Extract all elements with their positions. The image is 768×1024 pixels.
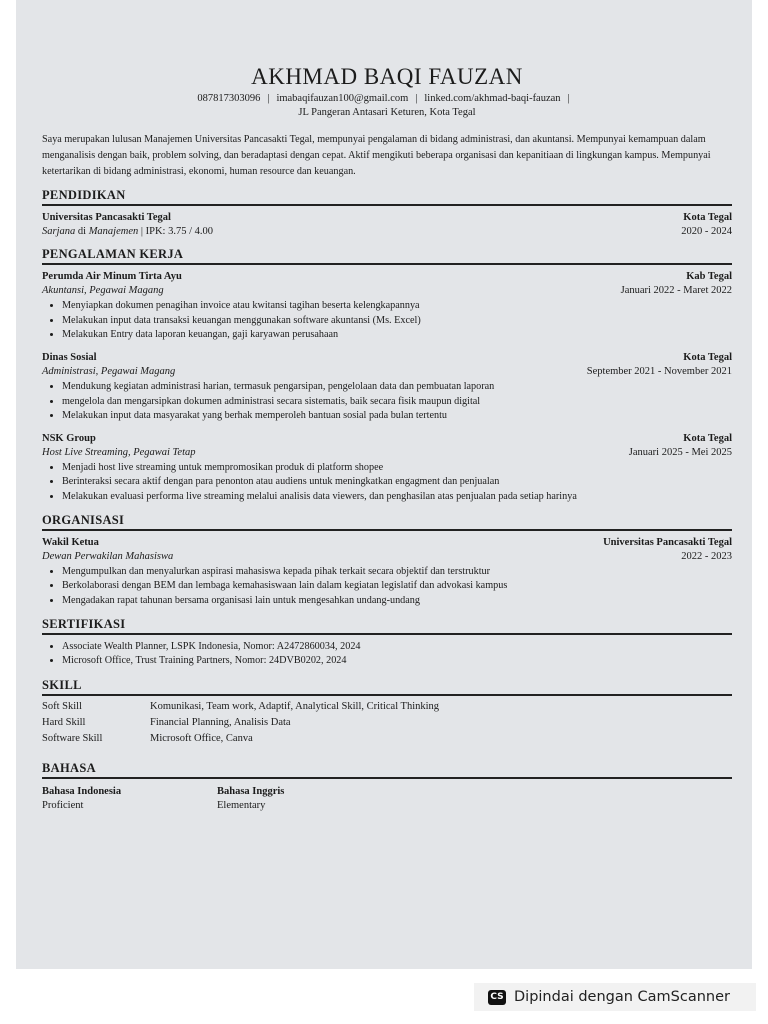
job-role: Administrasi, Pegawai Magang — [42, 365, 176, 377]
list-item: • mengelola dan mengarsipkan dokumen administrasi secara sistematis, baik secara fisik maupun digital — [62, 395, 732, 409]
skill-label: Software Skill — [42, 732, 103, 744]
linkedin-link[interactable]: linked.com/akhmad-baqi-fauzan — [424, 93, 561, 104]
section-title: SKILL — [42, 678, 732, 696]
certification-section — [42, 617, 732, 669]
separator: | — [567, 93, 570, 104]
company-location: Kota Tegal — [683, 433, 732, 445]
separator: | — [267, 93, 270, 104]
bullet-list — [42, 640, 732, 669]
resume-document — [42, 62, 732, 813]
list-item: • Mengumpulkan dan menyalurkan aspirasi mahasiswa kepada pihak terkait secara objektif dan terstruktur — [62, 565, 732, 579]
org-role: Wakil Ketua — [42, 537, 99, 549]
job-role: Host Live Streaming, Pegawai Tetap — [42, 446, 196, 458]
job-period: Januari 2025 - Mei 2025 — [628, 446, 732, 458]
list-item: • Melakukan input data transaksi keuangan menggunakan software akuntansi (Ms. Excel) — [62, 314, 732, 328]
section-title: SERTIFIKASI — [42, 617, 732, 635]
skill-value: Komunikasi, Team work, Adaptif, Analytical Skill, Critical Thinking — [150, 700, 440, 712]
skill-value: Microsoft Office, Canva — [150, 732, 253, 744]
scanned-paper — [16, 0, 752, 969]
school-location: Kota Tegal — [683, 212, 732, 224]
address: JL Pangeran Antasari Keturen, Kota Tegal — [298, 107, 476, 118]
language-item — [217, 785, 392, 813]
experience-entry — [42, 432, 732, 504]
skill-row — [42, 715, 732, 731]
skills-table — [42, 699, 732, 747]
summary-paragraph: Saya merupakan lulusan Manajemen Universitas Pancasakti Tegal, mempunyai pengalaman di bidang administrasi, dan akuntansi. Mempunyai kemampuan dalam menganalisis dengan baik, problem solving, dan beradaptasi dengan cepat. Aktif mengikuti beberapa organisasi dan kepanitiaan di lingkungan kampus. Mempunyai ketertarikan di bidang administrasi, ekonomi, human resource dan keuangan. — [42, 134, 711, 177]
list-item: • Microsoft Office, Trust Training Partners, Nomor: 24DVB0202, 2024 — [62, 654, 732, 668]
section-title: BAHASA — [42, 761, 732, 779]
major: Manajemen — [88, 225, 139, 237]
language-name: Bahasa Inggris — [217, 785, 285, 797]
experience-entry — [42, 351, 732, 423]
company-location: Kota Tegal — [683, 352, 732, 364]
list-item: • Associate Wealth Planner, LSPK Indonesia, Nomor: A2472860034, 2024 — [62, 640, 732, 654]
section-title: ORGANISASI — [42, 513, 732, 531]
contact-line — [42, 92, 732, 106]
skill-label: Soft Skill — [42, 700, 82, 712]
watermark-text: Dipindai dengan CamScanner — [514, 989, 731, 1005]
camscanner-logo-icon: CS — [488, 990, 506, 1005]
list-item: • Mendukung kegiatan administrasi harian, termasuk pengarsipan, pengelolaan data dan pembuatan laporan — [62, 380, 732, 394]
resume-name: AKHMAD BAQI FAUZAN — [251, 64, 523, 89]
email-link[interactable]: imabaqifauzan100@gmail.com — [276, 93, 409, 104]
organization-section — [42, 513, 732, 608]
degree-di: di — [77, 225, 87, 237]
company-name: NSK Group — [42, 433, 96, 445]
list-item: • Menyiapkan dokumen penagihan invoice atau kwitansi tagihan beserta kelengkapannya — [62, 299, 732, 313]
list-item: • Menjadi host live streaming untuk mempromosikan produk di platform shopee — [62, 461, 732, 475]
skill-row — [42, 699, 732, 715]
list-item: • Melakukan Entry data laporan keuangan, gaji karyawan perusahaan — [62, 328, 732, 342]
job-role: Akuntansi, Pegawai Magang — [42, 284, 164, 296]
skill-label: Hard Skill — [42, 716, 86, 728]
job-period: Januari 2022 - Maret 2022 — [620, 284, 732, 296]
school-name: Universitas Pancasakti Tegal — [42, 212, 171, 224]
company-location: Kab Tegal — [686, 271, 732, 283]
experience-entry — [42, 270, 732, 342]
phone-number: 087817303096 — [197, 93, 261, 104]
education-entry — [42, 211, 732, 238]
company-name: Dinas Sosial — [42, 352, 97, 364]
languages-section — [42, 761, 732, 813]
bullet-list — [42, 565, 732, 608]
list-item: • Berkolaborasi dengan BEM dan lembaga kemahasiswaan lain dalam kegiatan legislatif dan advokasi kampus — [62, 579, 732, 593]
bullet-list — [42, 380, 732, 423]
section-title: PENGALAMAN KERJA — [42, 247, 732, 265]
job-period: September 2021 - November 2021 — [586, 365, 732, 377]
language-level: Proficient — [42, 799, 84, 811]
list-item: • Melakukan evaluasi performa live streaming melalui analisis data viewers, dan penghasilan atas penjualan pada setiap harinya — [62, 490, 732, 504]
languages-list — [42, 785, 732, 813]
org-period: 2022 - 2023 — [681, 550, 732, 562]
bullet-list — [42, 461, 732, 504]
degree-line — [42, 225, 213, 239]
language-level: Elementary — [217, 799, 266, 811]
camscanner-watermark — [474, 983, 756, 1011]
list-item: • Melakukan input data masyarakat yang berhak memperoleh bantuan sosial pada bulan tertentu — [62, 409, 732, 423]
list-item: • Mengadakan rapat tahunan bersama organisasi lain untuk mengesahkan undang-undang — [62, 594, 732, 608]
skill-row — [42, 731, 732, 747]
skill-value: Financial Planning, Analisis Data — [150, 716, 291, 728]
degree: Sarjana — [42, 225, 76, 237]
organization-entry — [42, 536, 732, 608]
company-name: Perumda Air Minum Tirta Ayu — [42, 271, 182, 283]
org-name: Universitas Pancasakti Tegal — [603, 537, 732, 549]
education-period: 2020 - 2024 — [681, 225, 732, 237]
experience-section — [42, 247, 732, 504]
bullet-list — [42, 299, 732, 342]
language-item — [42, 785, 217, 813]
section-title: PENDIDIKAN — [42, 188, 732, 206]
education-section — [42, 188, 732, 238]
separator: | — [415, 93, 418, 104]
gpa: | IPK: 3.75 / 4.00 — [140, 225, 213, 237]
language-name: Bahasa Indonesia — [42, 785, 122, 797]
org-unit: Dewan Perwakilan Mahasiswa — [42, 550, 174, 562]
skills-section — [42, 678, 732, 747]
list-item: • Berinteraksi secara aktif dengan para penonton atau audiens untuk meningkatkan engagment dan penjualan — [62, 475, 732, 489]
